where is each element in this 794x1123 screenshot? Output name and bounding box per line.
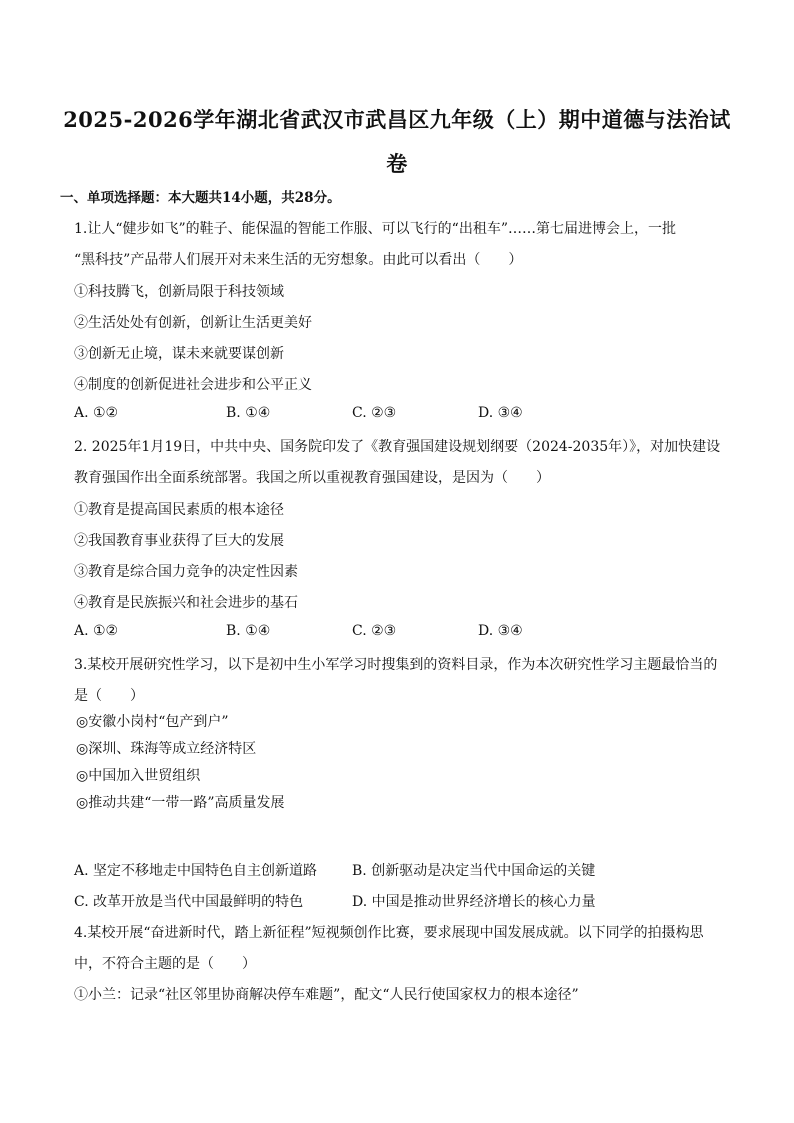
q2-option-b: B. ①④ <box>226 623 271 639</box>
q3-stem-line-2: 是（ ） <box>74 688 144 704</box>
q4-stem-line-2: 中，不符合主题的是（ ） <box>74 956 256 972</box>
exam-title-line-2: 卷 <box>386 151 408 176</box>
q2-option-c: C. ②③ <box>352 623 397 639</box>
q3-item-3: ◎中国加入世贸组织 <box>76 768 201 784</box>
q2-item-2: ②我国教育事业获得了巨大的发展 <box>74 533 284 549</box>
exam-title <box>60 98 734 186</box>
q2-option-a: A. ①② <box>74 623 119 639</box>
q1-stem-line-1: 1.让人“健步如飞”的鞋子、能保温的智能工作服、可以飞行的“出租车”……第七届进博会上，一批 <box>74 221 676 237</box>
q3-item-1: ◎安徽小岗村“包产到户” <box>76 714 229 730</box>
q1-item-1: ①科技腾飞，创新局限于科技领域 <box>74 284 284 300</box>
q2-option-d: D. ③④ <box>478 623 523 639</box>
q3-option-d: D. 中国是推动世界经济增长的核心力量 <box>352 894 596 910</box>
exam-title-line-1: 2025-2026学年湖北省武汉市武昌区九年级（上）期中道德与法治试 <box>63 107 731 132</box>
q1-item-2: ②生活处处有创新，创新让生活更美好 <box>74 315 312 331</box>
section-heading: 一、单项选择题：本大题共14小题，共28分。 <box>60 190 341 206</box>
q2-stem-line-2: 教育强国作出全面系统部署。我国之所以重视教育强国建设，是因为（ ） <box>74 470 550 486</box>
q1-option-d: D. ③④ <box>478 405 523 421</box>
q4-stem-line-1: 4.某校开展“奋进新时代，踏上新征程”短视频创作比赛，要求展现中国发展成就。以下同学的拍摄构思 <box>74 925 704 941</box>
q3-option-b: B. 创新驱动是决定当代中国命运的关键 <box>352 863 596 879</box>
q3-item-4: ◎推动共建“一带一路”高质量发展 <box>76 795 285 811</box>
q1-item-4: ④制度的创新促进社会进步和公平正义 <box>74 377 312 393</box>
q4-item-1: ①小兰：记录“社区邻里协商解决停车难题”，配文“人民行使国家权力的根本途径” <box>74 987 579 1003</box>
q3-option-c: C. 改革开放是当代中国最鲜明的特色 <box>74 894 304 910</box>
q2-item-4: ④教育是民族振兴和社会进步的基石 <box>74 595 298 611</box>
q1-option-a: A. ①② <box>74 405 119 421</box>
q1-option-b: B. ①④ <box>226 405 271 421</box>
q1-item-3: ③创新无止境，谋未来就要谋创新 <box>74 346 284 362</box>
q3-stem-line-1: 3.某校开展研究性学习，以下是初中生小军学习时搜集到的资料目录，作为本次研究性学习主题最恰当的 <box>74 657 718 673</box>
q1-option-c: C. ②③ <box>352 405 397 421</box>
q2-item-1: ①教育是提高国民素质的根本途径 <box>74 502 284 518</box>
q2-stem-line-1: 2. 2025年1月19日，中共中央、国务院印发了《教育强国建设规划纲要（2024-2035年）》，对加快建设 <box>74 439 721 455</box>
q3-option-a: A. 坚定不移地走中国特色自主创新道路 <box>74 863 318 879</box>
q1-stem-line-2: “黑科技”产品带人们展开对未来生活的无穷想象。由此可以看出（ ） <box>74 252 523 268</box>
q3-item-2: ◎深圳、珠海等成立经济特区 <box>76 741 257 757</box>
q2-item-3: ③教育是综合国力竞争的决定性因素 <box>74 564 298 580</box>
